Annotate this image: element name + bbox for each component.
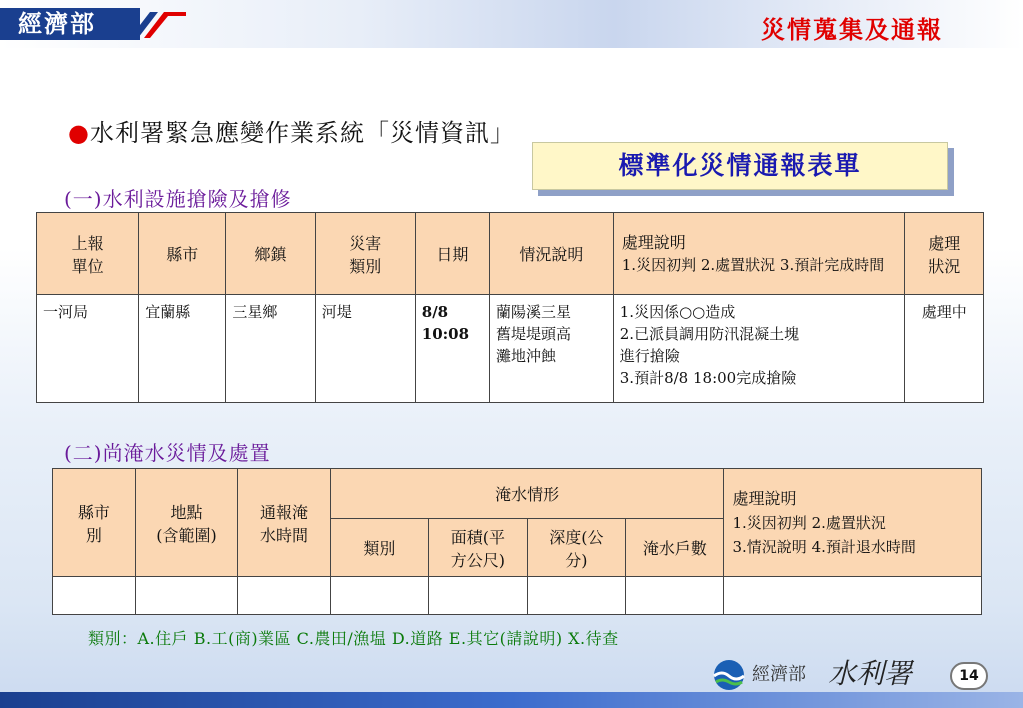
footer-brand-text: 水利署 — [828, 657, 913, 690]
header-area: 面積(平 方公尺) — [429, 519, 528, 577]
header-county: 縣市 — [139, 213, 226, 295]
section1-title: (一)水利設施搶險及搶修 — [64, 187, 292, 211]
cell-date: 8/8 10:08 — [415, 295, 489, 403]
header-handling: 處理說明 1.災因初判 2.處置狀況 3.情況說明 4.預計退水時間 — [724, 469, 982, 577]
header-depth: 深度(公 分) — [527, 519, 626, 577]
bullet-icon: ● — [68, 119, 90, 147]
empty-cell[interactable] — [53, 577, 136, 615]
cell-desc: 蘭陽溪三星 舊堤堤頭高 灘地沖蝕 — [490, 295, 614, 403]
footer-bar — [0, 692, 1023, 708]
footer-ministry-text: 經濟部 — [752, 664, 806, 685]
empty-cell[interactable] — [626, 577, 724, 615]
bullet-heading — [68, 113, 515, 148]
flood-table — [52, 468, 982, 615]
empty-cell[interactable] — [330, 577, 428, 615]
cell-town: 三星鄉 — [226, 295, 315, 403]
header-desc: 情況說明 — [490, 213, 614, 295]
bullet-heading-text: 水利署緊急應變作業系統「災情資訊」 — [89, 119, 515, 147]
cell-status: 處理中 — [905, 295, 984, 403]
cell-type: 河堤 — [315, 295, 415, 403]
header-town: 鄉鎮 — [226, 213, 315, 295]
category-note: 類別：A.住戶 B.工(商)業區 C.農田/漁塭 D.道路 E.其它(請說明) X.待查 — [88, 629, 619, 648]
header-report-time: 通報淹 水時間 — [238, 469, 331, 577]
cell-county: 宜蘭縣 — [139, 295, 226, 403]
header-households: 淹水戶數 — [626, 519, 724, 577]
header-category: 類別 — [330, 519, 428, 577]
empty-cell[interactable] — [724, 577, 982, 615]
header-county: 縣市 別 — [53, 469, 136, 577]
header-flood-group: 淹水情形 — [330, 469, 724, 519]
header-status: 處理 狀況 — [905, 213, 984, 295]
header-type: 災害 類別 — [315, 213, 415, 295]
table-row — [53, 577, 982, 615]
ministry-logo: 經濟部 — [0, 8, 140, 40]
header-unit: 上報 單位 — [37, 213, 139, 295]
empty-cell[interactable] — [429, 577, 528, 615]
section2-title: (二)尚淹水災情及處置 — [64, 441, 271, 465]
header-location: 地點 (含範圍) — [135, 469, 237, 577]
slide-title: 災情蒐集及通報 — [761, 15, 943, 44]
page-number: 14 — [950, 662, 988, 690]
cell-unit: 一河局 — [37, 295, 139, 403]
empty-cell[interactable] — [527, 577, 626, 615]
water-drop-logo-icon — [710, 658, 748, 692]
table-row — [37, 295, 984, 403]
rescue-table — [36, 212, 984, 403]
logo-swoosh-icon — [128, 10, 188, 40]
cell-handling: 1.災因係○○造成 2.已派員調用防汛混凝土塊 進行搶險 3.預計8/8 18:00完成搶險 — [613, 295, 905, 403]
header-handling: 處理說明 1.災因初判 2.處置狀況 3.預計完成時間 — [613, 213, 905, 295]
standard-form-label: 標準化災情通報表單 — [532, 142, 948, 190]
empty-cell[interactable] — [135, 577, 237, 615]
empty-cell[interactable] — [238, 577, 331, 615]
header-date: 日期 — [415, 213, 489, 295]
